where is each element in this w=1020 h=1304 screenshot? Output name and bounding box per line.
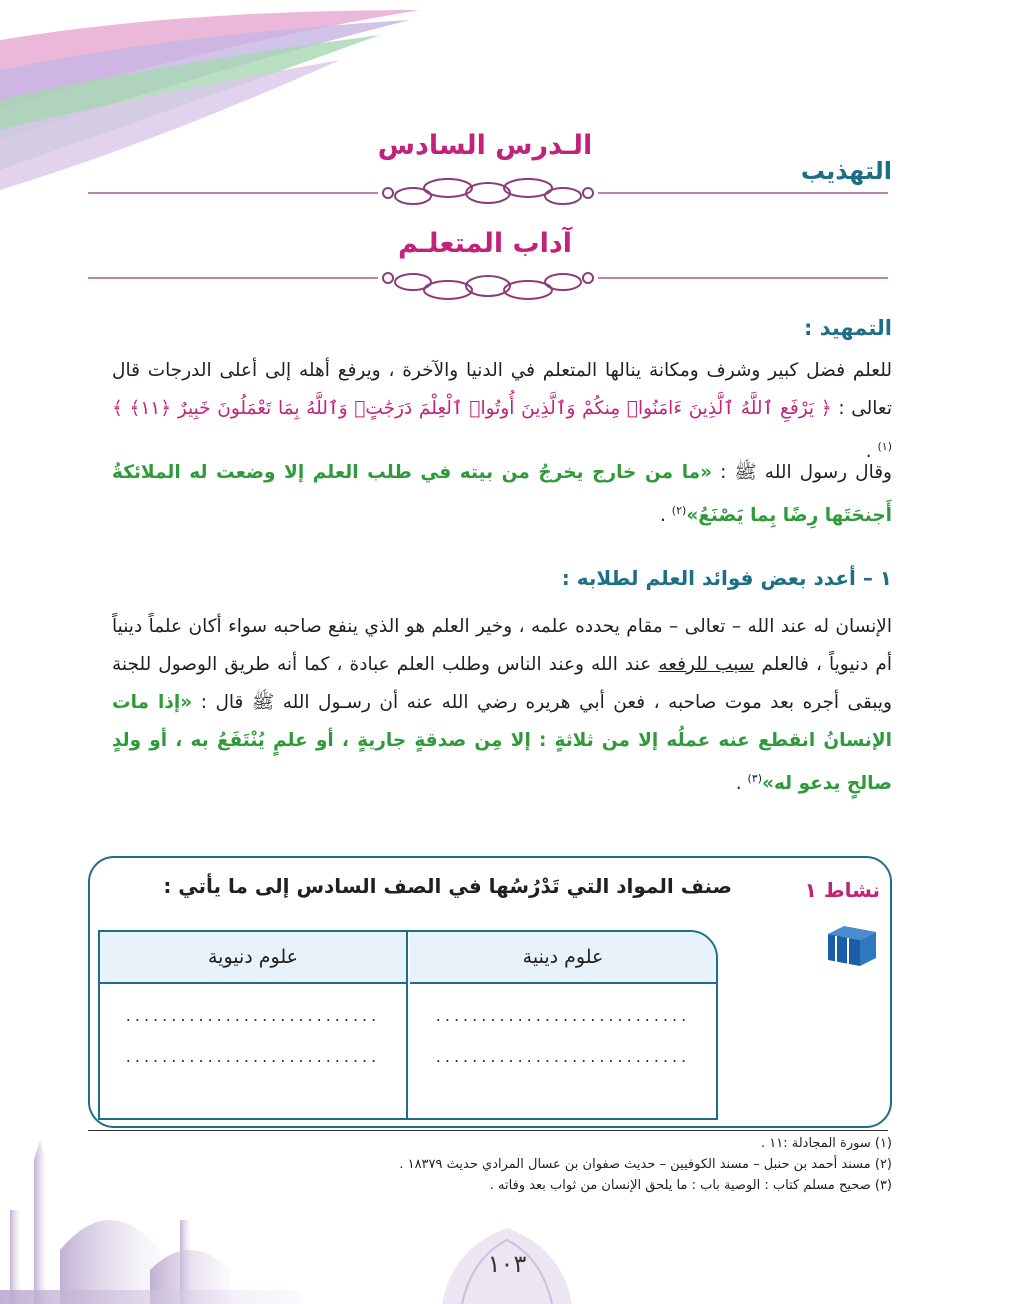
- page-number: ١٠٣: [487, 1250, 527, 1278]
- verse-prefix: قال تعالى :: [112, 360, 893, 419]
- end-dot: .: [865, 441, 872, 463]
- section-paragraph: [112, 608, 892, 803]
- footnote-2: (٢) مسند أحمد بن حنبل – مسند الكوفيين – حديث صفوان بن عسال المرادي حديث ١٨٣٧٩ .: [399, 1157, 892, 1172]
- intro-heading: التمهيد :: [803, 316, 892, 340]
- intro-line: للعلم فضل كبير وشرف ومكانة ينالها المتعلم في الدنيا والآخرة ، ويرفع أهله إلى أعلى الدرجات: [147, 360, 892, 381]
- footnote-ref-2: (٢): [671, 504, 687, 517]
- footnote-1: (١) سورة المجادلة :١١ .: [760, 1136, 892, 1151]
- hadith-prefix: وقال رسول الله ﷺ :: [720, 462, 892, 483]
- underlined-phrase: سبب للرفعه: [658, 654, 755, 675]
- lesson-number: الـدرس السادس: [377, 130, 593, 161]
- religious-column: [410, 932, 716, 1118]
- classification-table: [98, 930, 718, 1120]
- footnote-3: (٣) صحيح مسلم كتاب : الوصية باب : ما يلحق الإنسان من ثواب بعد وفاته .: [489, 1178, 892, 1193]
- footnote-ref-1: (١): [877, 440, 892, 453]
- answer-line[interactable]: ............................: [125, 1047, 381, 1066]
- worldly-column: [100, 932, 406, 1118]
- answer-line[interactable]: ............................: [435, 1047, 691, 1066]
- answer-line[interactable]: ............................: [435, 1006, 691, 1025]
- ornament-divider: [88, 170, 888, 216]
- hadith-text: «إذا مات الإنسانُ انقطع عنه عملُه إلا من ثلاثةٍ : إلا مِن صدقةٍ جاريةٍ ، أو علمٍ يُنْتَفَعُ به ، أو ولدٍ صالحٍ يدعو له»: [112, 692, 892, 795]
- lesson-title: آداب المتعلـم: [397, 228, 573, 259]
- hadith-paragraph: [112, 454, 892, 535]
- activity-instruction: صنف المواد التي تَدْرُسُها في الصف السادس إلى ما يأتي :: [163, 874, 732, 898]
- quran-verse: ﴿ يَرْفَعِ ٱللَّهُ ٱلَّذِينَ ءَامَنُوا۟ مِنكُمْ وَٱلَّذِينَ أُوتُوا۟ ٱلْعِلْمَ دَرَجَٰتٍۚ وَٱللَّهُ بِمَا تَعْمَلُونَ خَبِيرٌ ﴿١١﴾ ﴾: [112, 398, 832, 419]
- activity-label: نشاط ١: [804, 878, 880, 902]
- end-dot: .: [660, 505, 666, 527]
- books-icon: [824, 920, 880, 970]
- end-dot: .: [735, 773, 742, 795]
- column-header-religious: علوم دينية: [410, 932, 716, 984]
- answer-line[interactable]: ............................: [125, 1006, 381, 1025]
- section-text-2: عند الله وعند الناس وطلب العلم عبادة ، كما أنه طريق الوصول للجنة ويبقى أجره بعد موت صاحبه ، فعن أبي هريره رضي الله عنه أن رسـول الله ﷺ قال :: [112, 654, 892, 713]
- column-divider: [406, 932, 408, 1118]
- ornament-divider: [88, 262, 888, 308]
- column-header-worldly: علوم دنيوية: [100, 932, 406, 984]
- footnote-ref-3: (٣): [747, 772, 763, 785]
- section-text-1: الإنسان له عند الله – تعالى – مقام يحدده علمه ، وخير العلم هو الذي ينفع صاحبه سواء أكان علماً دينياً أم دنيوياً ، فالعلم: [112, 616, 892, 675]
- decorative-swoosh: [0, 0, 440, 190]
- section-heading: ١ – أعدد بعض فوائد العلم لطلابه :: [561, 566, 892, 590]
- subject-label: التهذيب: [800, 157, 892, 185]
- hadith-text: «ما من خارج يخرجُ من بيته في طلب العلم إلا وضعت له الملائكةُ أَجنحَتَها رِضًا بِما يَصْنَعُ»: [112, 462, 892, 527]
